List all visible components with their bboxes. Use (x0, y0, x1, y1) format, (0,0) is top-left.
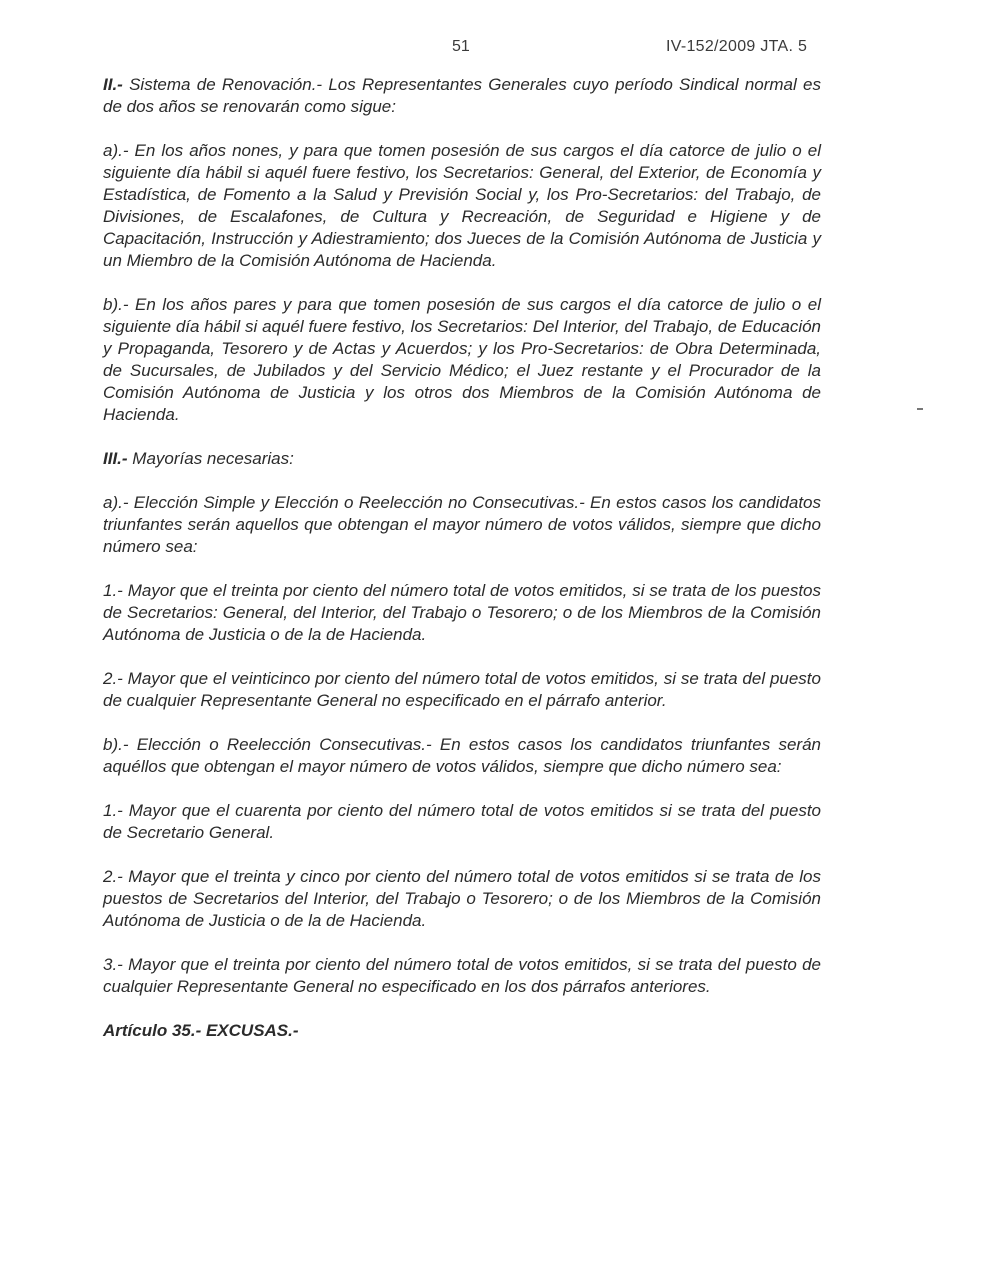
scan-speck (917, 408, 923, 410)
document-body (103, 74, 821, 1042)
section-ii-paragraph (103, 74, 821, 118)
article-heading: Artículo 35.- EXCUSAS.- (103, 1021, 299, 1040)
page-number: 51 (452, 38, 470, 55)
section-iii-b-paragraph: b).- Elección o Reelección Consecutivas.- En estos casos los candidatos triunfantes serán aquéllos que obtengan el mayor número de votos válidos, siempre que dicho número sea: (103, 735, 821, 776)
section-iii-b-2-paragraph: 2.- Mayor que el treinta y cinco por ciento del número total de votos emitidos si se trata de los puestos de Secretarios del Interior, del Trabajo o Tesorero; o de los Miembros de la Comisión Autónoma de Justicia o de la de Hacienda. (103, 867, 821, 930)
section-iii-text: Mayorías necesarias: (127, 449, 294, 468)
section-iii-label: III.- (103, 449, 128, 468)
section-iii-b-3-paragraph: 3.- Mayor que el treinta por ciento del número total de votos emitidos, si se trata del puesto de cualquier Representante General no especificado en los dos párrafos anteriores. (103, 955, 821, 996)
section-iii-a-1-paragraph: 1.- Mayor que el treinta por ciento del número total de votos emitidos, si se trata de los puestos de Secretarios: General, del Interior, del Trabajo o Tesorero; o de los Miembros de la Comisión Autónoma de Justicia o de la de Hacienda. (103, 581, 821, 644)
section-ii-b-paragraph: b).- En los años pares y para que tomen posesión de sus cargos el día catorce de julio o el siguiente día hábil si aquél fuere festivo, los Secretarios: Del Interior, del Trabajo, de Educación y Propaganda, Tesorero y de Actas y Acuerdos; y los Pro-Secretarios: de Obra Determinada, de Sucursales, de Jubilados y del Servicio Médico; el Juez restante y el Procurador de la Comisión Autónoma de Justicia y los otros dos Miembros de la Comisión Autónoma de Hacienda. (103, 295, 821, 424)
section-iii-a-paragraph: a).- Elección Simple y Elección o Reelección no Consecutivas.- En estos casos los candidatos triunfantes serán aquellos que obtengan el mayor número de votos válidos, siempre que dicho número sea: (103, 493, 821, 556)
section-iii-paragraph (103, 448, 821, 470)
section-ii-a-paragraph: a).- En los años nones, y para que tomen posesión de sus cargos el día catorce de julio o el siguiente día hábil si aquél fuere festivo, los Secretarios: General, del Exterior, de Economía y Estadística, de Fomento a la Salud y Previsión Social y, los Pro-Secretarios: del Trabajo, de Divisiones, de Escalafones, de Cultura y Recreación, de Seguridad e Higiene y de Capacitación, Instrucción y Adiestramiento; dos Jueces de la Comisión Autónoma de Justicia y un Miembro de la Comisión Autónoma de Hacienda. (103, 141, 821, 270)
section-iii-b-1-paragraph: 1.- Mayor que el cuarenta por ciento del número total de votos emitidos si se trata del puesto de Secretario General. (103, 801, 821, 842)
page-header (0, 38, 985, 60)
section-iii-a-2-paragraph: 2.- Mayor que el veinticinco por ciento del número total de votos emitidos, si se trata del puesto de cualquier Representante General no especificado en el párrafo anterior. (103, 669, 821, 710)
section-ii-label: II.- (103, 75, 123, 94)
document-reference: IV-152/2009 JTA. 5 (666, 38, 808, 55)
section-ii-text: Sistema de Renovación.- Los Representantes Generales cuyo período Sindical normal es de dos años se renovarán como sigue: (103, 75, 821, 116)
